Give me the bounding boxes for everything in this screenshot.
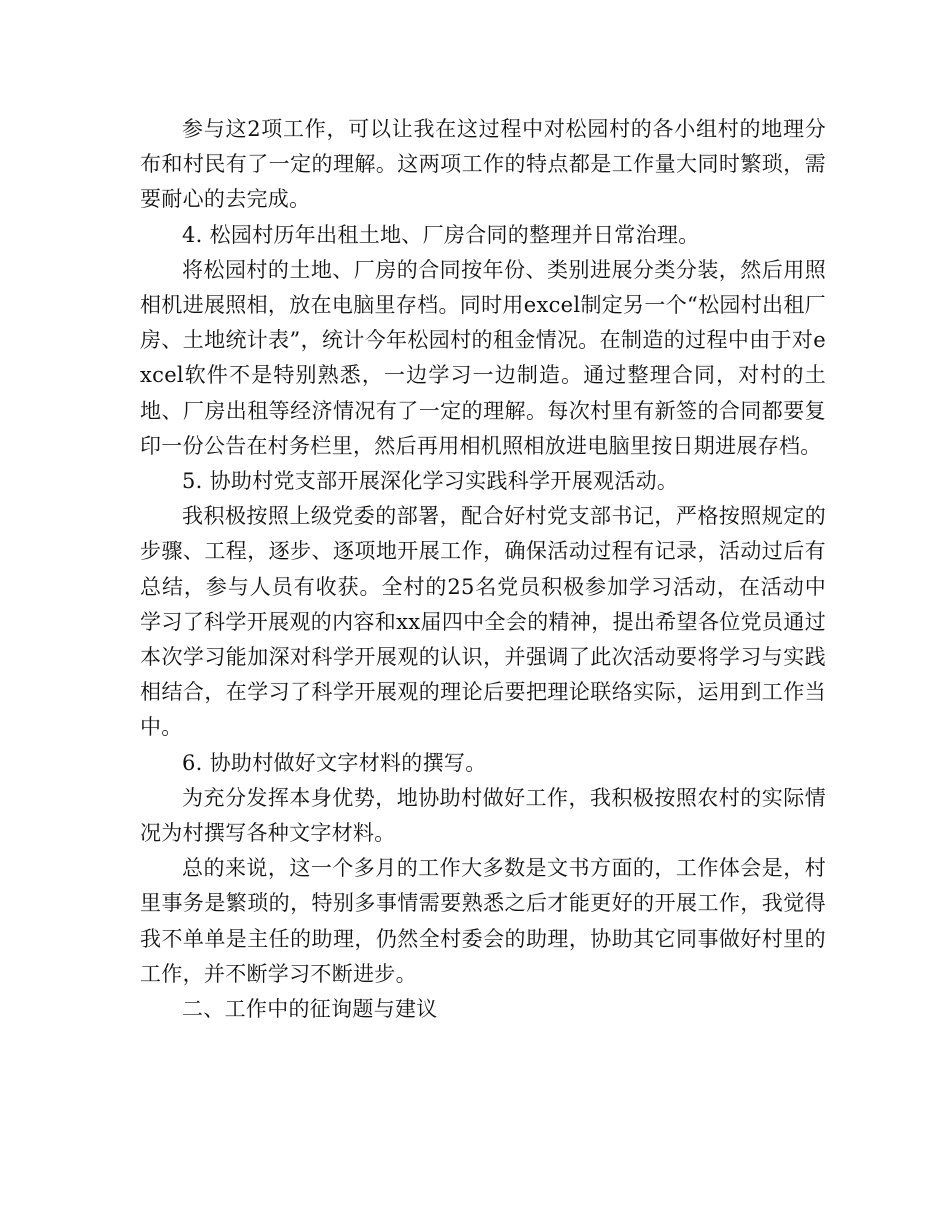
- paragraph-item-5-body: 我积极按照上级党委的部署，配合好村党支部书记，严格按照规定的步骤、工程，逐步、逐项地开展工作，确保活动过程有记录，活动过后有总结，参与人员有收获。全村的25名党员积极参加学习活动，在活动中学习了科学开展观的内容和xx届四中全会的精神，提出希望各位党员通过本次学习能加深对科学开展观的认识，并强调了此次活动要将学习与实践相结合，在学习了科学开展观的理论后要把理论联络实际，运用到工作当中。: [140, 504, 826, 740]
- document-body: [140, 112, 826, 1027]
- paragraph-item-4-body: 将松园村的土地、厂房的合同按年份、类别进展分类分装，然后用照相机进展照相，放在电脑里存档。同时用excel制定另一个“松园村出租厂房、土地统计表”，统计今年松园村的租金情况。在制造的过程中由于对excel软件不是特别熟悉，一边学习一边制造。通过整理合同，对村的土地、厂房出租等经济情况有了一定的理解。每次村里有新签的合同都要复印一份公告在村务栏里，然后再用相机照相放进电脑里按日期进展存档。: [140, 257, 826, 458]
- paragraph-intro-summary: 参与这2项工作，可以让我在这过程中对松园村的各小组村的地理分布和村民有了一定的理解。这两项工作的特点都是工作量大同时繁琐，需要耐心的去完成。: [140, 117, 826, 212]
- paragraph-conclusion: 总的来说，这一个多月的工作大多数是文书方面的，工作体会是，村里事务是繁琐的，特别多事情需要熟悉之后才能更好的开展工作，我觉得我不单单是主任的助理，仍然全村委会的助理，协助其它同事做好村里的工作，并不断学习不断进步。: [140, 856, 826, 986]
- section-heading-issues-suggestions: 二、工作中的征询题与建议: [182, 997, 438, 1022]
- paragraph-item-6-body: 为充分发挥本身优势，地协助村做好工作，我积极按照农村的实际情况为村撰写各种文字材料。: [140, 785, 826, 846]
- paragraph-item-5-heading: 5. 协助村党支部开展深化学习实践科学开展观活动。: [182, 469, 679, 494]
- paragraph-item-6-heading: 6. 协助村做好文字材料的撰写。: [182, 750, 487, 775]
- paragraph-item-4-heading: 4. 松园村历年出租土地、厂房合同的整理并日常治理。: [182, 222, 700, 247]
